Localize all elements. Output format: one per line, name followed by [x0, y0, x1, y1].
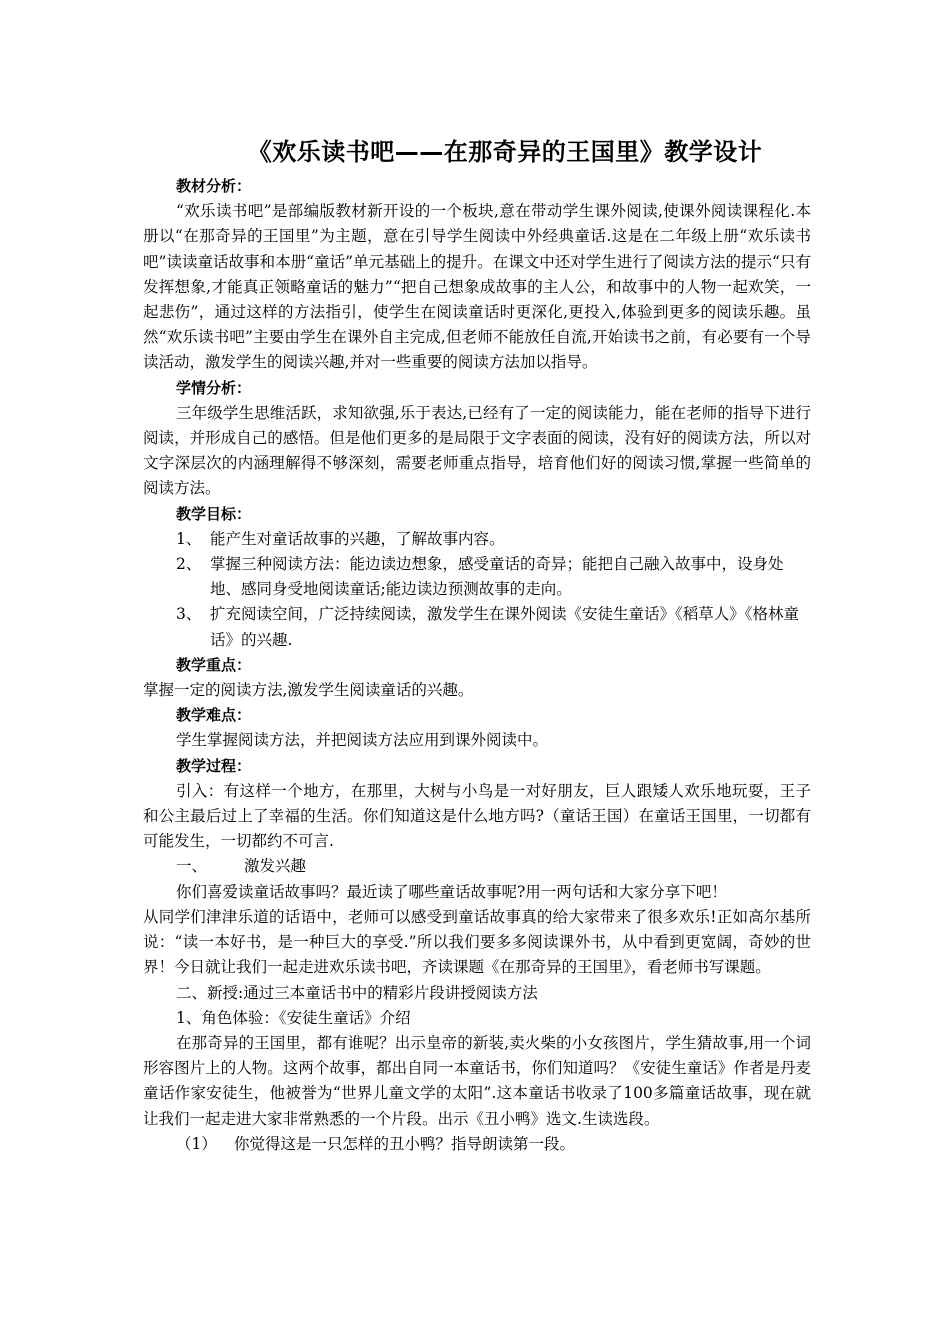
part1-paragraph-2: 从同学们津津乐道的话语中，老师可以感受到童话故事真的给大家带来了很多欢乐!正如高尔基所说：“读一本好书，是一种巨大的享受.”所以我们要多多阅读课外书，从中看到更宽阔，奇妙的世界！今日就让我们一起走进欢乐读书吧，齐读课题《在那奇异的王国里》，看老师书写课题。	[143, 907, 811, 977]
goal-number: 2、	[176, 555, 202, 574]
material-paragraph: “欢乐读书吧”是部编版教材新开设的一个板块,意在带动学生课外阅读,使课外阅读课程化.本册以“在那奇异的王国里”为主题，意在引导学生阅读中外经典童话.这是在二年级上册“欢乐读书吧”读读童话故事和本册“童话”单元基础上的提升。在课文中还对学生进行了阅读方法的提示“只有发挥想象,才能真正领略童话的魅力”“把自己想象成故事的主人公，和故事中的人物一起欢笑，一起悲伤”，通过这样的方法指引，使学生在阅读童话时更深化,更投入,体验到更多的阅读乐趣。虽然“欢乐读书吧”主要由学生在课外自主完成,但老师不能放任自流,开始读书之前，有必要有一个导读活动，激发学生的阅读兴趣,并对一些重要的阅读方法加以指导。	[143, 202, 811, 372]
part1-paragraph-1: 你们喜爱读童话故事吗？最近读了哪些童话故事呢?用一两句话和大家分享下吧！	[176, 882, 727, 901]
goal-text: 能产生对童话故事的兴趣，了解故事内容。	[210, 529, 505, 548]
part1-number: 一、	[176, 857, 208, 876]
student-paragraph: 三年级学生思维活跃，求知欲强,乐于表达,已经有了一定的阅读能力，能在老师的指导下进行阅读，并形成自己的感悟。但是他们更多的是局限于文字表面的阅读，没有好的阅读方法，所以对文字深层次的内涵理解得不够深刻，需要老师重点指导，培育他们好的阅读习惯,掌握一些简单的阅读方法。	[143, 403, 811, 498]
goal-text: 掌握三种阅读方法：能边读边想象，感受童话的奇异；能把自己融入故事中，设身处地、感同身受地阅读童话;能边读边预测故事的走向。	[210, 555, 784, 599]
goal-text: 扩充阅读空间，广泛持续阅读，激发学生在课外阅读《安徒生童话》《稻草人》《格林童话》的兴趣.	[210, 605, 800, 649]
student-heading: 学情分析：	[176, 378, 252, 397]
process-heading: 教学过程：	[176, 756, 252, 775]
goal-item	[143, 602, 811, 652]
difficulty-paragraph: 学生掌握阅读方法，并把阅读方法应用到课外阅读中。	[176, 731, 549, 750]
difficulty-heading: 教学难点：	[176, 706, 252, 725]
part1-heading	[143, 854, 811, 879]
intro-paragraph: 引入：有这样一个地方，在那里，大树与小鸟是一对好朋友，巨人跟矮人欢乐地玩耍，王子和公主最后过上了幸福的生活。你们知道这是什么地方吗?（童话王国）在童话王国里，一切都有可能发生，一切都约不可言.	[143, 781, 811, 851]
part1-title: 激发兴趣	[244, 857, 307, 876]
part2-paragraph: 在那奇异的王国里，都有谁呢？出示皇帝的新装,卖火柴的小女孩图片，学生猜故事,用一个词形容图片上的人物。这两个故事，都出自同一本童话书，你们知道吗？《安徒生童话》作者是丹麦童话作家安徒生，他被誉为“世界儿童文学的太阳”.这本童话书收录了100多篇童话故事，现在就让我们一起走进大家非常熟悉的一个片段。出示《丑小鸭》选文.生读选段。	[143, 1033, 811, 1128]
goal-item	[143, 552, 811, 602]
material-heading: 教材分析：	[176, 177, 252, 195]
question-item	[143, 1132, 811, 1157]
key-heading: 教学重点：	[176, 655, 252, 674]
document-title: 《欢乐读书吧——在那奇异的王国里》教学设计	[247, 138, 763, 166]
goal-item	[143, 527, 811, 552]
goal-number: 3、	[176, 605, 202, 624]
part2-heading: 二、新授:通过三本童话书中的精彩片段讲授阅读方法	[176, 983, 538, 1002]
question-number: （1）	[176, 1134, 217, 1153]
goals-heading: 教学目标：	[176, 504, 252, 523]
part2-subheading: 1、角色体验：《安徒生童话》介绍	[176, 1008, 411, 1027]
document-body	[143, 174, 811, 1157]
key-paragraph: 掌握一定的阅读方法,激发学生阅读童话的兴趣。	[143, 681, 474, 700]
question-text: 你觉得这是一只怎样的丑小鸭？指导朗读第一段。	[234, 1134, 576, 1153]
goal-number: 1、	[176, 529, 202, 548]
